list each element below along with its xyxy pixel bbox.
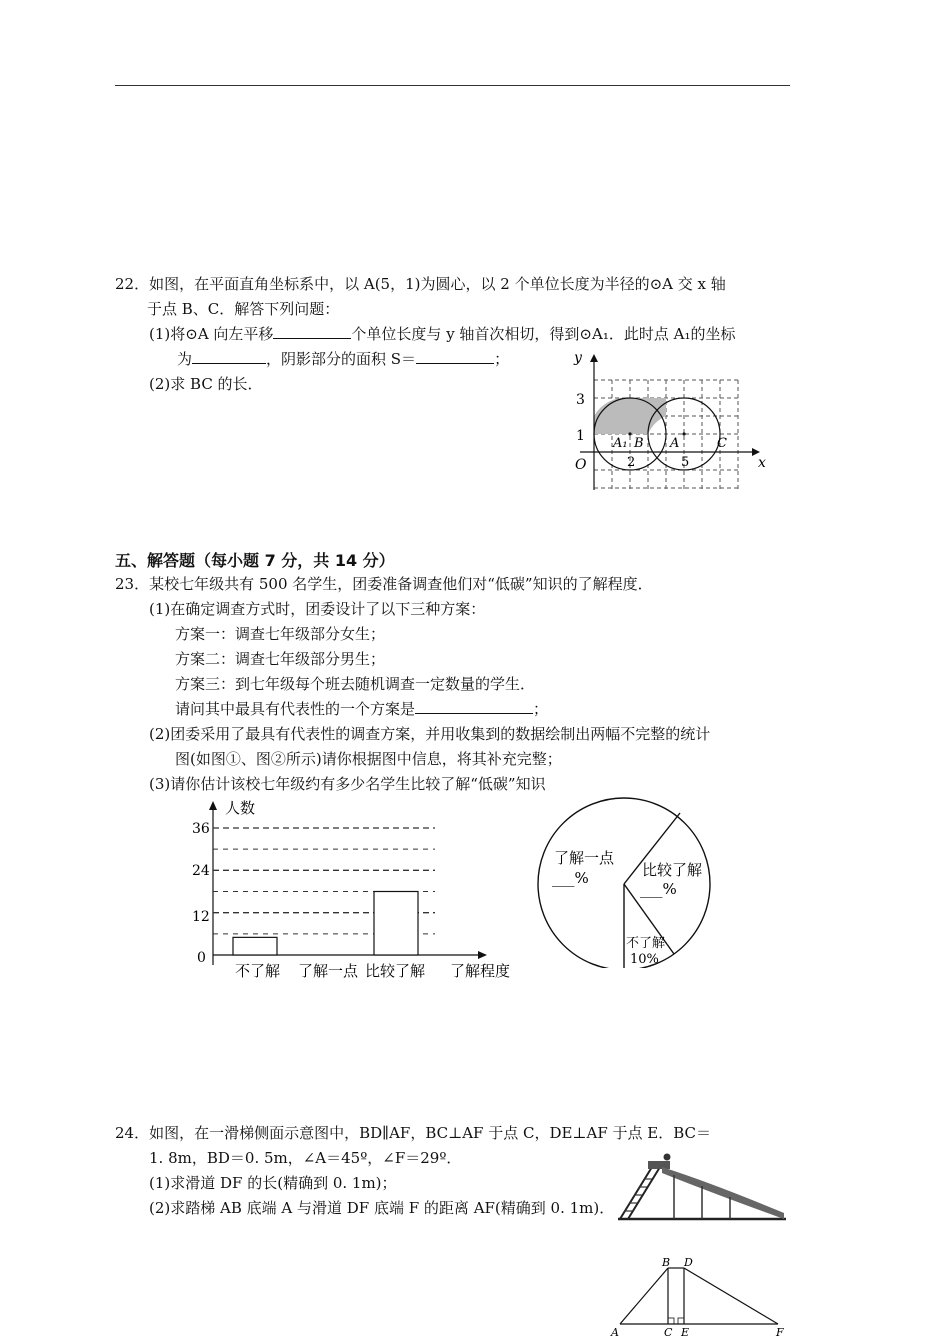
label-a: A — [670, 436, 680, 451]
section-5-title: 五、解答题（每小题 7 分，共 14 分） — [115, 551, 395, 570]
origin-label: O — [575, 457, 587, 473]
label-fig-b: B — [662, 1256, 671, 1269]
q24-part2: (2)求踏梯 AB 底端 A 与滑道 DF 底端 F 的距离 AF(精确到 0. 1m)． — [149, 1199, 615, 1217]
tick-1: 1 — [576, 428, 585, 444]
bar-xtick-2: 比较了解 — [365, 962, 426, 980]
bar-ytick-36: 36 — [192, 821, 210, 837]
q23-number: 23． — [115, 575, 150, 593]
grid-lines — [594, 380, 740, 490]
q22-blank-shift[interactable] — [273, 322, 351, 339]
q23-blank-plan[interactable] — [415, 697, 533, 714]
pie-label-slice2: 比较了解 — [642, 861, 703, 879]
label-fig-a: A — [611, 1326, 619, 1339]
q23-intro-text: 某校七年级共有 500 名学生，团委准备调查他们对“低碳”知识的了解程度． — [149, 575, 653, 593]
point-a1 — [628, 432, 631, 435]
q22-figure — [560, 340, 780, 500]
q22-blank-coord[interactable] — [192, 347, 266, 364]
q23-plan1: 方案一：调查七年级部分女生； — [175, 625, 386, 643]
q22-line2: 于点 B、C．解答下列问题： — [147, 300, 340, 318]
bar-ylabel: 人数 — [225, 799, 256, 817]
right-angle-e — [678, 1318, 684, 1324]
bar-2 — [374, 892, 418, 956]
pie-pct-slice1: ___% — [552, 869, 589, 887]
q23-ask-text: 请问其中最具有代表性的一个方案是 — [175, 700, 416, 718]
tick-3: 3 — [576, 392, 585, 408]
y-axis-arrow — [590, 354, 598, 362]
q23-ask-end: ； — [533, 700, 549, 718]
shaded-region — [594, 398, 666, 434]
tick-2: 2 — [627, 455, 636, 470]
point-a — [682, 432, 685, 435]
q22-part2: (2)求 BC 的长． — [149, 375, 263, 393]
q22-part1-a: (1)将⊙A 向左平移 — [149, 325, 274, 343]
q22-number: 22． — [115, 275, 150, 293]
label-c: C — [717, 436, 727, 451]
bar-bars — [233, 892, 418, 956]
q22-blank-area[interactable] — [416, 347, 494, 364]
bar-xtick-0: 不了解 — [235, 962, 281, 980]
q22-line1 — [115, 272, 726, 296]
bar-xlabel: 了解程度 — [450, 962, 511, 980]
q23-intro — [115, 572, 653, 596]
q23-part3: (3)请你估计该校七年级约有多少名学生比较了解“低碳”知识 — [149, 775, 546, 793]
segment-df — [684, 1268, 778, 1324]
label-a1: A₁ — [613, 436, 628, 451]
q24-part1: (1)求滑道 DF 的长(精确到 0. 1m)； — [149, 1174, 397, 1192]
q23-part2b: 图(如图①、图②所示)请你根据图中信息，将其补充完整； — [175, 750, 562, 768]
q24-figure — [600, 1256, 800, 1342]
bar-ytick-0: 0 — [197, 950, 206, 966]
pie-label-slice1: 了解一点 — [554, 849, 615, 867]
q23-part1: (1)在确定调查方式时，团委设计了以下三种方案： — [149, 600, 486, 618]
q23-pie-chart — [532, 792, 722, 968]
bar-0 — [233, 937, 277, 955]
q24-number: 24． — [115, 1124, 150, 1142]
q22-part1-e: ； — [494, 350, 510, 368]
q22-text1: 如图，在平面直角坐标系中，以 A(5，1)为圆心，以 2 个单位长度为半径的⊙A 交 x 轴 — [149, 275, 726, 293]
q23-ask — [175, 697, 548, 721]
q24-text1: 如图，在一滑梯侧面示意图中，BD∥AF，BC⊥AF 于点 C，DE⊥AF 于点 E．BC＝ — [149, 1124, 712, 1142]
q22-part1-cont — [177, 347, 509, 371]
tick-5: 5 — [681, 455, 690, 470]
y-label: y — [574, 350, 582, 366]
q22-part1-b: 个单位长度与 y 轴首次相切，得到⊙A₁．此时点 A₁的坐标 — [351, 325, 736, 343]
label-fig-f: F — [776, 1326, 784, 1339]
x-label: x — [758, 455, 766, 471]
pie-pct-slice2: ___% — [640, 880, 677, 898]
bar-xtick-1: 了解一点 — [298, 962, 359, 980]
q24-line1 — [115, 1121, 711, 1145]
right-angle-c — [668, 1318, 674, 1324]
bar-x-arrow — [478, 951, 487, 959]
q23-plan2: 方案二：调查七年级部分男生； — [175, 650, 386, 668]
pie-pct-slice3: 10% — [630, 952, 659, 967]
label-fig-d: D — [684, 1256, 693, 1269]
bar-ytick-12: 12 — [192, 909, 210, 925]
bar-y-arrow — [209, 801, 217, 810]
segment-ab — [620, 1268, 668, 1324]
q24-line2: 1. 8m，BD＝0. 5m，∠A＝45º，∠F＝29º． — [149, 1149, 462, 1167]
label-fig-c: C — [664, 1326, 673, 1339]
bar-ytick-24: 24 — [192, 863, 210, 879]
q23-plan3: 方案三：到七年级每个班去随机调查一定数量的学生． — [175, 675, 536, 693]
slide-illustration — [612, 1153, 790, 1225]
label-fig-e: E — [681, 1326, 690, 1339]
q23-bar-chart — [180, 795, 525, 985]
q23-part2a: (2)团委采用了最具有代表性的调查方案，并用收集到的数据绘制出两幅不完整的统计 — [149, 725, 711, 743]
pie-label-slice3: 不了解 — [626, 936, 666, 951]
q22-part1-d: ，阴影部分的面积 S＝ — [266, 350, 417, 368]
label-b: B — [634, 436, 644, 451]
header-rule — [115, 85, 790, 86]
q22-part1-c: 为 — [177, 350, 193, 368]
